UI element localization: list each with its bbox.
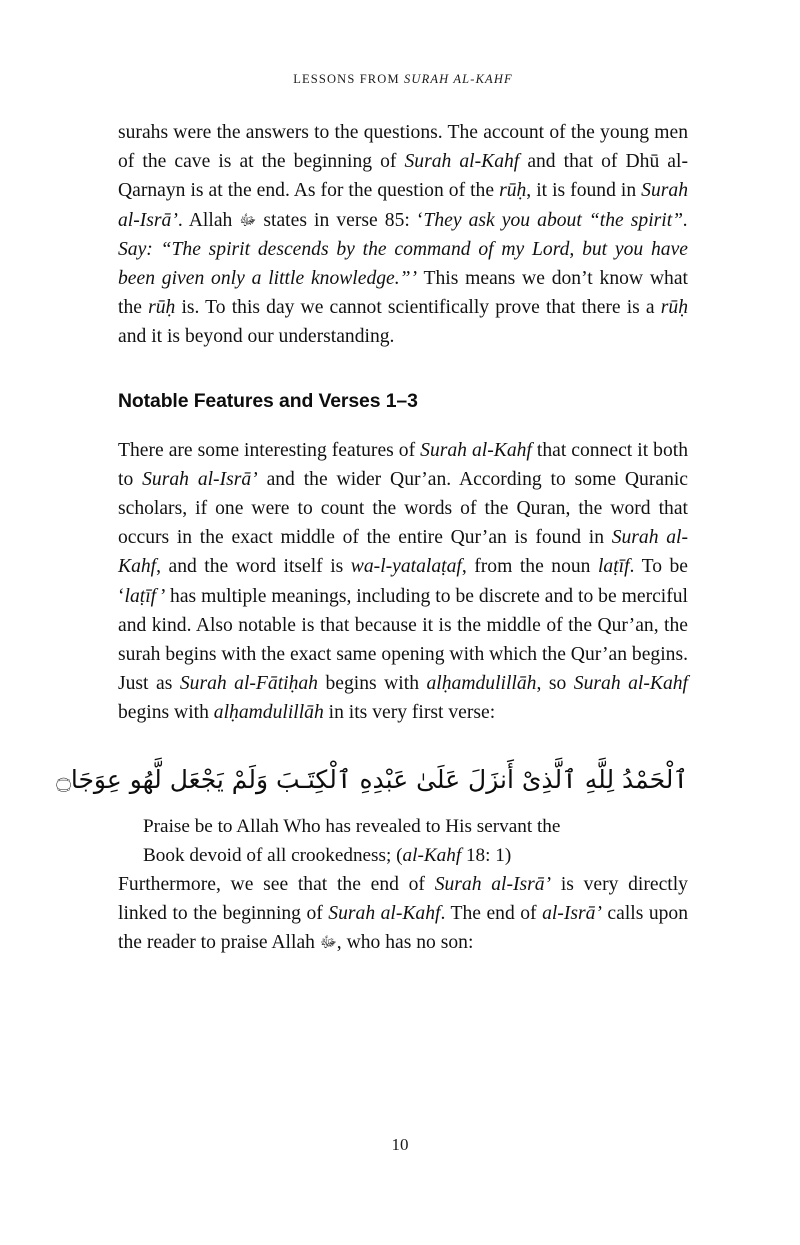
par2-text-2: that connect it both to <box>118 439 689 490</box>
translation-line-2 <box>143 841 688 870</box>
running-header-prefix: LESSONS FROM <box>293 72 404 86</box>
par3-italic-surah-al-isra-1: Surah al-Isrā’ <box>434 873 552 895</box>
par2-italic-alhamdulillah-1: alḥamdulillāh <box>426 673 537 695</box>
par2-italic-latif-1: laṭīf <box>597 556 630 578</box>
par1-italic-surah-al-isra: Surah al-Isrā’ <box>118 180 688 231</box>
par2-italic-latif-2: laṭīf <box>124 585 161 607</box>
par2-text-7: ’ has multiple meanings, including to be discrete and to be merciful and kind. Also notable is that because it is the middle of the Qur’an, the surah begins with the exact same opening with which the Qur’an begins. Just as <box>118 585 688 695</box>
par2-text-6: . To be ‘ <box>118 556 688 607</box>
par2-italic-surah-al-isra: Surah al-Isrā’ <box>142 468 258 490</box>
par2-text-4: , and the word itself is <box>156 556 351 578</box>
par2-italic-surah-al-fatihah: Surah al-Fātiḥah <box>179 673 318 695</box>
running-header-surah-title: SURAH AL-KAHF <box>404 72 513 86</box>
par3-text-4: calls upon the reader to praise Allah <box>118 902 689 954</box>
par2-text-5: , from the noun <box>461 556 598 578</box>
par3-text-5: , who has no son: <box>336 932 474 954</box>
par1-text-8: and it is beyond our understanding. <box>118 326 395 348</box>
par1-italic-ruh-1: rūḥ <box>499 180 527 202</box>
par2-italic-alhamdulillah-2: alḥamdulillāh <box>213 702 324 724</box>
par2-italic-surah-al-kahf-1: Surah al-Kahf <box>420 439 532 461</box>
par3-italic-surah-al-kahf: Surah al-Kahf <box>328 902 441 924</box>
translation-line-2-text: Book devoid of all crookedness; ( <box>143 844 403 866</box>
par2-text-11: in its very first verse: <box>323 702 496 724</box>
par1-text-1: surahs were the answers to the questions. The account of the young men of the cave is at the beginning of <box>118 122 688 173</box>
par3-text-3: . The end of <box>440 902 543 924</box>
par2-italic-surah-al-kahf-2: Surah al-Kahf <box>118 527 688 578</box>
par1-italic-surah-al-kahf: Surah al-Kahf <box>404 151 520 173</box>
par1-text-7: is. To this day we cannot scientifically prove that there is a <box>175 297 661 319</box>
par1-italic-ruh-3: rūḥ <box>660 297 688 319</box>
section-heading-block <box>118 388 688 414</box>
translation-citation-reference: 18: 1) <box>461 844 512 866</box>
par3-text-1: Furthermore, we see that the end of <box>118 873 435 895</box>
par2-text-3: and the wider Qur’an. According to some Quranic scholars, if one were to count the words of the Quran, the word that occurs in the exact middle of the entire Qur’an is found in <box>118 468 689 549</box>
arabic-verse-quran-18-1: ٱلْحَمْدُ لِلَّهِ ٱلَّذِىْ أَنزَلَ عَلَىٰ عَبْدِهِ ٱلْكِتَـبَ وَلَمْ يَجْعَل لَّهُو عِوَجَا‍۝ <box>56 764 688 794</box>
par2-text-9: , so <box>536 673 574 695</box>
par1-text-4: . Allah <box>177 209 240 231</box>
par1-text-2: and that of Dhū al-Qarnayn is at the end. As for the question of the <box>118 151 688 202</box>
allah-honorific-icon-2: ﷻ <box>319 933 337 952</box>
par3-text-2: is very directly linked to the beginning of <box>118 873 688 924</box>
par1-italic-ruh-2: rūḥ <box>148 297 176 319</box>
par2-text-10: begins with <box>118 702 214 724</box>
par2-italic-wa-l-yatalataf: wa-l-yatalaṭaf <box>350 556 462 578</box>
paragraph-notable-features <box>118 436 688 728</box>
paragraph-furthermore <box>118 870 688 958</box>
par1-text-6: This means we don’t know what the <box>118 268 688 319</box>
paragraph-continuation <box>118 118 688 352</box>
page-number: 10 <box>391 1135 409 1154</box>
page-content <box>56 118 689 957</box>
translation-citation-surah: al-Kahf <box>402 844 462 866</box>
par3-italic-al-isra-2: al-Isrā’ <box>542 902 602 924</box>
par2-italic-surah-al-kahf-3: Surah al-Kahf <box>573 673 688 695</box>
verse-translation-block <box>143 812 688 870</box>
section-heading: Notable Features and Verses 1–3 <box>118 389 418 412</box>
par1-italic-quoted-verse: They ask you about “the spirit”. Say: “The spirit descends by the command of my Lord, but you have been given only a little knowledge.”’ <box>118 209 688 290</box>
running-header <box>118 72 688 87</box>
par1-text-5: states in verse 85: ‘ <box>256 209 424 231</box>
par2-text-8: begins with <box>317 673 427 695</box>
translation-line-1: Praise be to Allah Who has revealed to His servant the <box>143 815 561 837</box>
par2-text-1: There are some interesting features of <box>118 439 421 461</box>
allah-honorific-icon: ﷻ <box>239 210 257 229</box>
par1-text-3: , it is found in <box>526 180 642 202</box>
